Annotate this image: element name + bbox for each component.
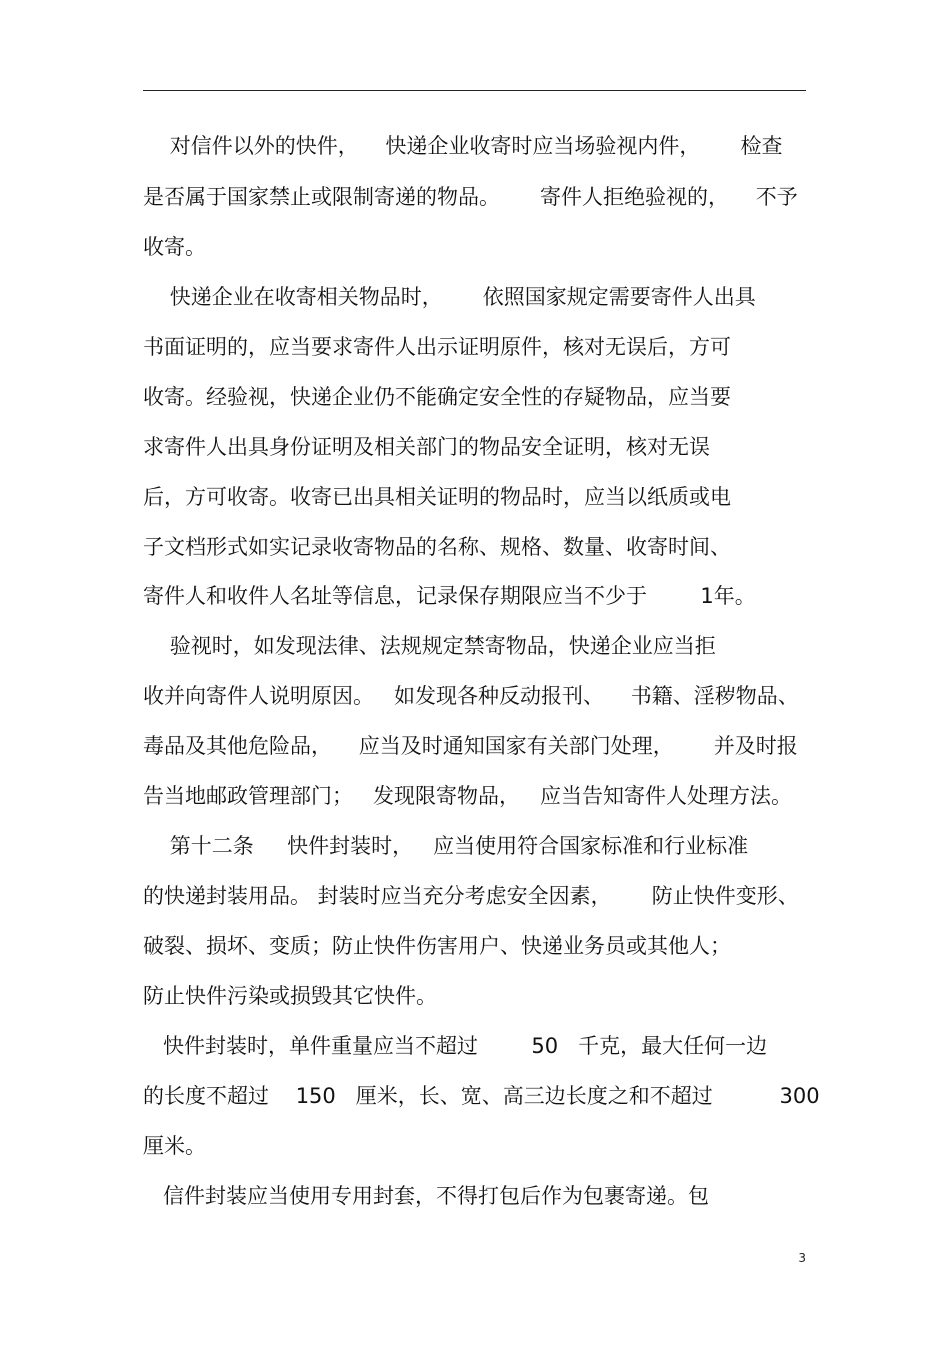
text-line: 告当地邮政管理部门； 发现限寄物品， 应当告知寄件人处理方法。	[143, 784, 793, 808]
text-line: 求寄件人出具身份证明及相关部门的物品安全证明，核对无误	[143, 435, 710, 459]
text-line: 厘米。	[143, 1134, 206, 1158]
text-line: 子文档形式如实记录收寄物品的名称、规格、数量、收寄时间、	[143, 535, 731, 559]
text-line: 的长度不超过 150 厘米，长、宽、高三边长度之和不超过 300	[143, 1084, 820, 1108]
text-line: 收寄。经验视，快递企业仍不能确定安全性的存疑物品，应当要	[143, 385, 731, 409]
text-line: 破裂、损坏、变质；防止快件伤害用户、快递业务员或其他人；	[143, 934, 731, 958]
text-line: 毒品及其他危险品， 应当及时通知国家有关部门处理， 并及时报	[143, 734, 798, 758]
text-line: 是否属于国家禁止或限制寄递的物品。 寄件人拒绝验视的， 不予	[143, 185, 798, 209]
text-line: 第十二条 快件封装时， 应当使用符合国家标准和行业标准	[143, 834, 749, 858]
text-line: 后，方可收寄。收寄已出具相关证明的物品时，应当以纸质或电	[143, 485, 731, 509]
text-line: 寄件人和收件人名址等信息，记录保存期限应当不少于 1年。	[143, 584, 756, 608]
text-line: 快件封装时，单件重量应当不超过 50 千克，最大任何一边	[143, 1034, 768, 1058]
text-line: 信件封装应当使用专用封套，不得打包后作为包裹寄递。包	[143, 1184, 710, 1208]
text-line: 书面证明的，应当要求寄件人出示证明原件，核对无误后，方可	[143, 335, 731, 359]
text-line: 收寄。	[143, 235, 206, 259]
text-line: 验视时，如发现法律、法规规定禁寄物品，快递企业应当拒	[143, 634, 716, 658]
text-line: 的快递封装用品。 封装时应当充分考虑安全因素， 防止快件变形、	[143, 884, 799, 908]
page-number: 3	[798, 1251, 806, 1265]
text-line: 防止快件污染或损毁其它快件。	[143, 984, 437, 1008]
text-line: 对信件以外的快件， 快递企业收寄时应当场验视内件， 检查	[143, 134, 783, 158]
text-line: 快递企业在收寄相关物品时， 依照国家规定需要寄件人出具	[143, 285, 756, 309]
text-line: 收并向寄件人说明原因。 如发现各种反动报刊、 书籍、淫秽物品、	[143, 684, 799, 708]
